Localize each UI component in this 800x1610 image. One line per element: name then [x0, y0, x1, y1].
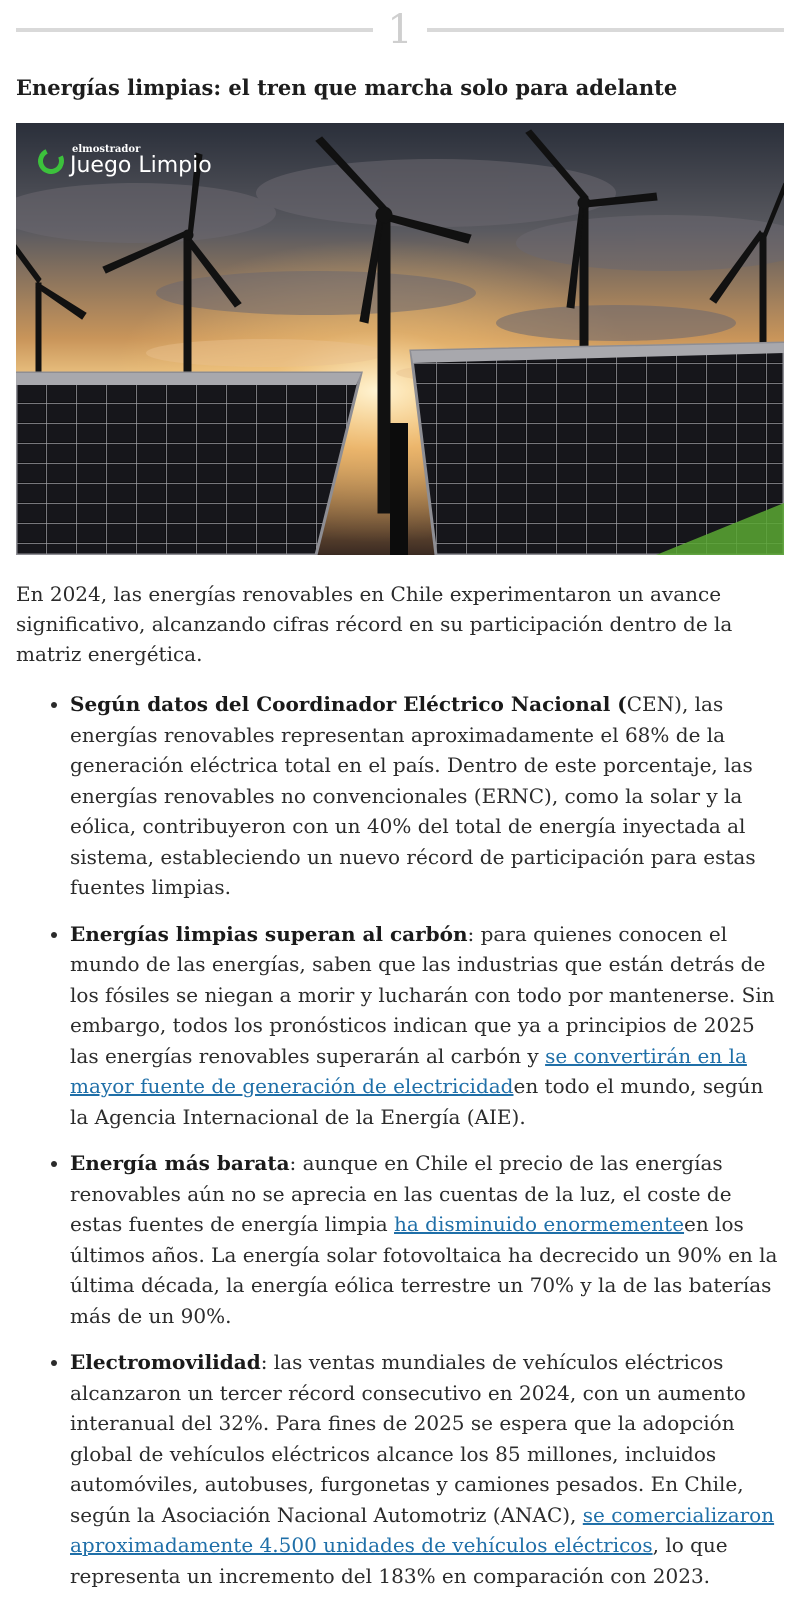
link-cost-decrease[interactable]: ha disminuido enormemente	[394, 1212, 685, 1237]
bullet-text: : las ventas mundiales de vehículos eléctricos alcanzaron un tercer récord consecutivo en 2024, con un aumento interanual del 32%. Para fines de 2025 se espera que la adopción global de vehículos eléctricos alcance los 85 millones, incluidos automóviles, autobuses, furgonetas y camiones pesados. En Chile, según la Asociación Nacional Automotriz (ANAC),	[70, 1350, 746, 1527]
list-item	[70, 689, 784, 903]
bullet-text: CEN), las energías renovables representan aproximadamente el 68% de la generación eléctrica total en el país. Dentro de este porcentaje, las energías renovables no convencionales (ERNC), como la solar y la eólica, contribuyeron con un 40% del total de energía inyectada al sistema, estableciendo un nuevo récord de participación para estas fuentes limpias.	[70, 692, 756, 900]
divider-line-left	[16, 28, 373, 32]
bullet-heading: Electromovilidad	[70, 1350, 261, 1375]
intro-paragraph: En 2024, las energías renovables en Chile experimentaron un avance significativo, alcanzando cifras récord en su participación dentro de la matriz energética.	[16, 582, 733, 667]
section-number: 1	[387, 7, 413, 53]
divider-line-right	[427, 28, 784, 32]
article-title: Energías limpias: el tren que marcha solo para adelante	[16, 75, 678, 100]
bullet-text: : para quienes conocen el mundo de las energías, saben que las industrias que están detrás de los fósiles se niegan a morir y lucharán con todo por mantenerse. Sin embargo, todos los pronósticos indican que ya a principios de 2025 las energías renovables superarán al carbón y	[70, 921, 775, 1068]
list-item	[70, 1148, 784, 1331]
bullet-heading: Según datos del Coordinador Eléctrico Nacional (	[70, 692, 627, 717]
bullet-text: : aunque en Chile el precio de las energías renovables aún no se aprecia en las cuentas de la luz, el coste de estas fuentes de energía limpia	[70, 1151, 732, 1237]
hero-image	[16, 123, 784, 555]
link-electricity-source[interactable]: se convertirán en la mayor fuente de generación de electricidad	[70, 1043, 747, 1099]
bullet-text: , lo que representa un incremento del 183% en comparación con 2023.	[70, 1533, 728, 1588]
brand-logo	[38, 145, 212, 177]
bullet-text: en los últimos años. La energía solar fotovoltaica ha decrecido un 90% en la última década, la energía eólica terrestre un 70% y la de las baterías más de un 90%.	[70, 1212, 778, 1328]
wind-solar-illustration	[16, 123, 784, 555]
section-divider	[16, 0, 784, 62]
refresh-ring-icon	[34, 145, 67, 178]
list-item	[70, 1347, 784, 1591]
bullet-heading: Energías limpias superan al carbón	[70, 921, 468, 946]
bullet-heading: Energía más barata	[70, 1151, 290, 1176]
bullet-list	[16, 689, 784, 1591]
link-ev-sales[interactable]: se comercializaron aproximadamente 4.500 unidades de vehículos eléctricos	[70, 1502, 775, 1558]
logo-brand: elmostrador	[72, 144, 141, 156]
list-item	[70, 919, 784, 1133]
logo-name: Juego Limpio	[70, 153, 212, 179]
bullet-text: en todo el mundo, según la Agencia Internacional de la Energía (AIE).	[70, 1074, 764, 1129]
logo-text	[70, 145, 212, 177]
